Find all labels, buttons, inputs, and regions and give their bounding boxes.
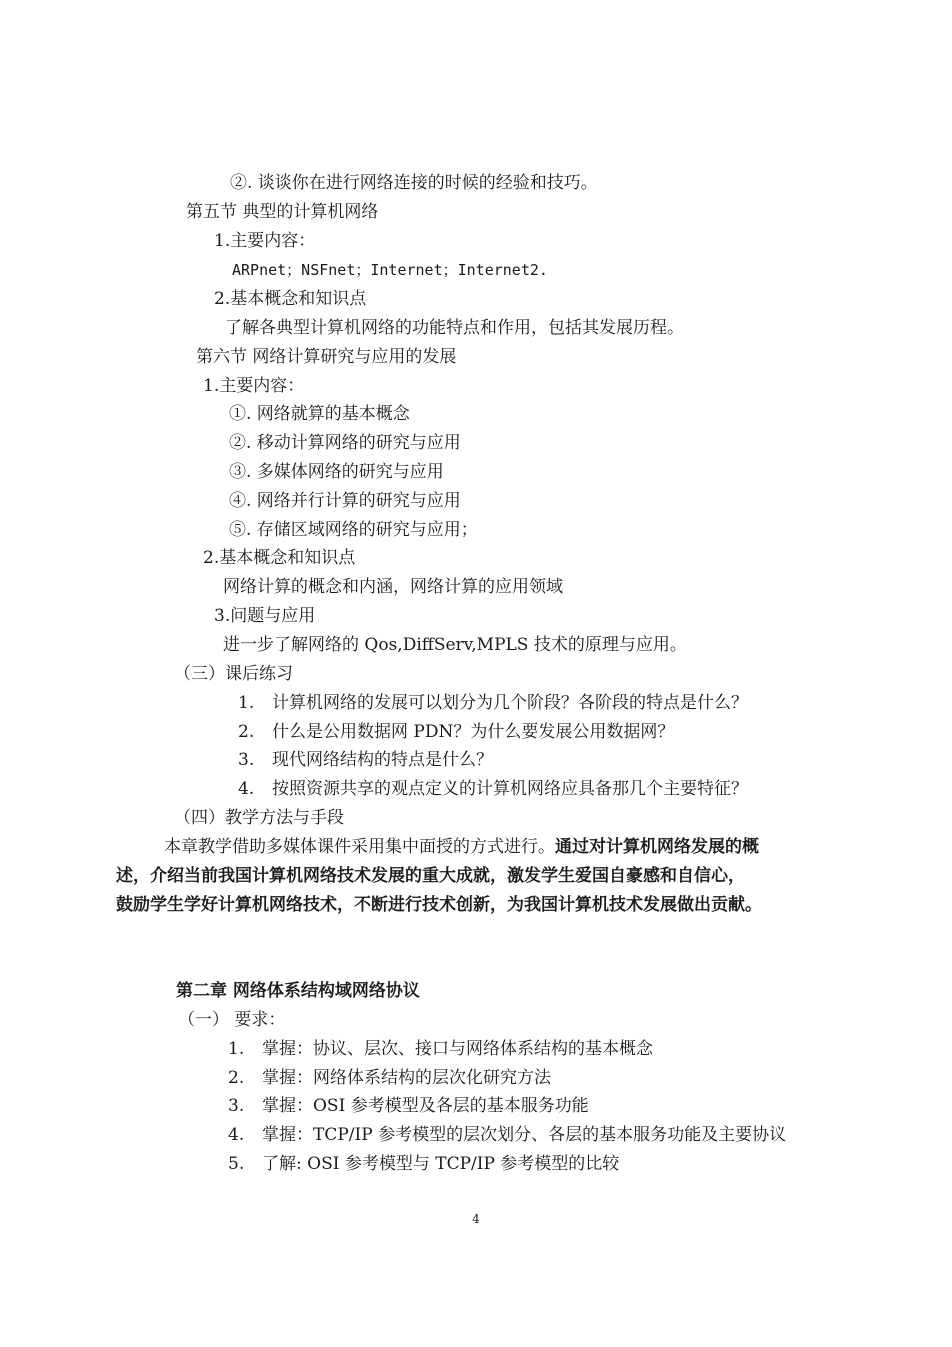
- requirement-number: 2.: [228, 1068, 245, 1088]
- requirement-number: 3.: [228, 1096, 245, 1116]
- requirement-text: 掌握：OSI 参考模型及各层的基本服务功能: [262, 1096, 589, 1116]
- section-5-heading: 第五节 典型的计算机网络: [186, 202, 379, 222]
- requirement-item: [228, 1124, 786, 1146]
- exercise-number: 4.: [238, 779, 255, 799]
- paragraph-line-3: 鼓励学生学好计算机网络技术，不断进行技术创新，为我国计算机技术发展做出贡献。: [116, 895, 762, 915]
- requirement-number: 4.: [228, 1125, 245, 1145]
- exercise-text: 计算机网络的发展可以划分为几个阶段？各阶段的特点是什么？: [272, 693, 748, 713]
- exercise-number: 1.: [238, 693, 255, 713]
- exercises-heading: （三）课后练习: [174, 664, 293, 684]
- section-6-heading: 第六节 网络计算研究与应用的发展: [196, 347, 457, 367]
- main-content-label: 1.主要内容：: [203, 376, 305, 396]
- requirement-item: [228, 1067, 551, 1089]
- exercise-item: [238, 692, 748, 714]
- requirement-item: [228, 1153, 619, 1175]
- paragraph-line-1: [164, 836, 759, 858]
- requirement-text: 掌握：协议、层次、接口与网络体系结构的基本概念: [262, 1039, 653, 1059]
- content-item-5: ⑤. 存储区域网络的研究与应用；: [229, 520, 478, 540]
- concepts-text: 了解各典型计算机网络的功能特点和作用，包括其发展历程。: [225, 318, 684, 338]
- paragraph-line-2: 述，介绍当前我国计算机网络技术发展的重大成就，激发学生爱国自豪感和自信心，: [116, 866, 745, 886]
- exercise-number: 2.: [238, 722, 255, 742]
- requirement-item: [228, 1038, 653, 1060]
- requirement-text: 了解: OSI 参考模型与 TCP/IP 参考模型的比较: [262, 1154, 620, 1174]
- content-item-2: ②. 移动计算网络的研究与应用: [229, 433, 461, 453]
- exercise-item: [238, 778, 748, 800]
- exercise-item: [238, 749, 493, 771]
- content-item-1: ①. 网络就算的基本概念: [229, 404, 410, 424]
- exercise-text: 什么是公用数据网 PDN？为什么要发展公用数据网？: [272, 722, 675, 742]
- paragraph-plain-text: 本章教学借助多媒体课件采用集中面授的方式进行。: [164, 837, 555, 857]
- requirements-heading: （一） 要求：: [178, 1010, 286, 1030]
- page-number: 4: [472, 1212, 480, 1226]
- exercise-text: 按照资源共享的观点定义的计算机网络应具备那几个主要特征？: [272, 779, 748, 799]
- methods-heading: （四）教学方法与手段: [174, 808, 344, 828]
- concepts-text: 网络计算的概念和内涵，网络计算的应用领域: [223, 577, 563, 597]
- paragraph-bold-text: 通过对计算机网络发展的概: [555, 837, 759, 857]
- exercise-text: 现代网络结构的特点是什么？: [272, 750, 493, 770]
- concepts-label: 2.基本概念和知识点: [203, 548, 356, 568]
- requirement-number: 5.: [228, 1154, 245, 1174]
- questions-text: 进一步了解网络的 Qos,DiffServ,MPLS 技术的原理与应用。: [223, 635, 687, 655]
- content-item-3: ③. 多媒体网络的研究与应用: [229, 462, 444, 482]
- network-list: ARPnet；NSFnet；Internet；Internet2.: [232, 261, 548, 279]
- requirement-text: 掌握：TCP/IP 参考模型的层次划分、各层的基本服务功能及主要协议: [262, 1125, 787, 1145]
- requirement-number: 1.: [228, 1039, 245, 1059]
- requirement-item: [228, 1095, 589, 1117]
- questions-label: 3.问题与应用: [214, 606, 316, 626]
- content-item-4: ④. 网络并行计算的研究与应用: [229, 491, 461, 511]
- concepts-label: 2.基本概念和知识点: [214, 289, 367, 309]
- main-content-label: 1.主要内容：: [214, 231, 316, 251]
- requirement-text: 掌握：网络体系结构的层次化研究方法: [262, 1068, 551, 1088]
- discussion-item-2: ②. 谈谈你在进行网络连接的时候的经验和技巧。: [230, 173, 598, 193]
- exercise-item: [238, 721, 674, 743]
- exercise-number: 3.: [238, 750, 255, 770]
- chapter-2-title: 第二章 网络体系结构域网络协议: [176, 981, 420, 1001]
